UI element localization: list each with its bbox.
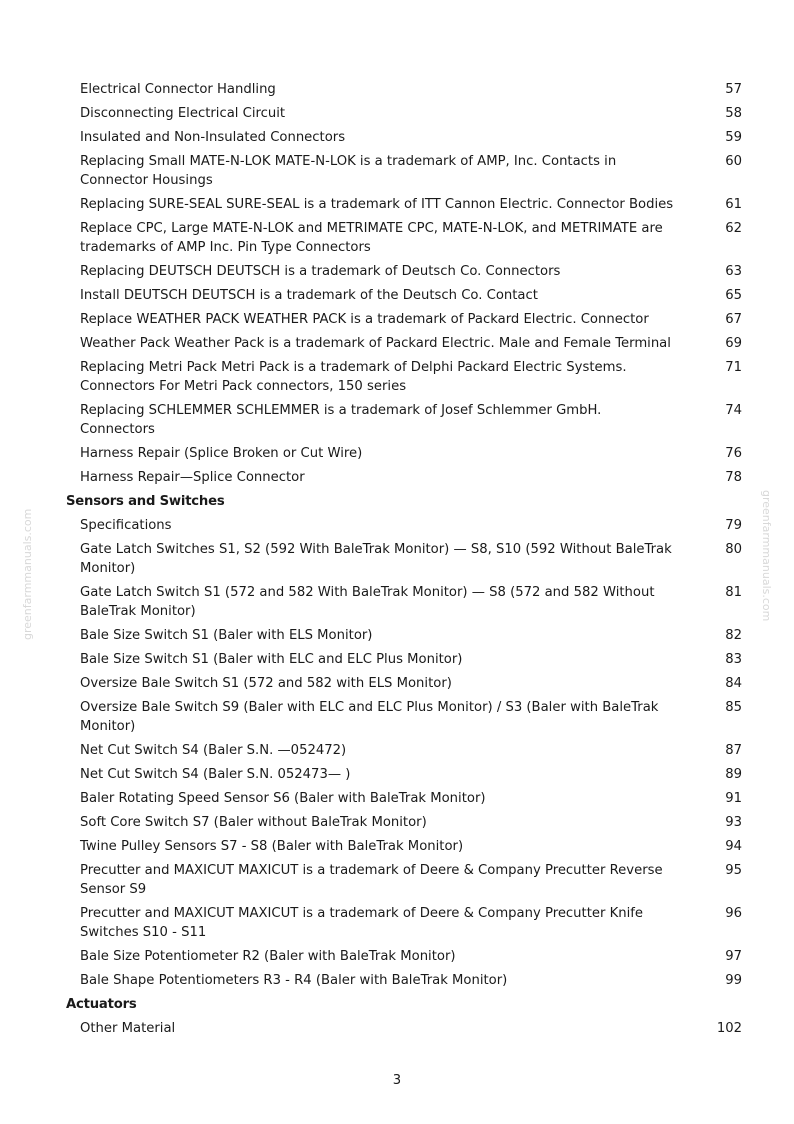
toc-entry[interactable] (80, 738, 742, 762)
toc-entry-page: 78 (725, 469, 742, 485)
toc-entry-page: 102 (716, 1020, 742, 1036)
toc-entry-title: Harness Repair (Splice Broken or Cut Wire) (80, 445, 363, 461)
toc-entry-page: 99 (725, 972, 742, 988)
toc-entry-title: Replacing Small MATE-N-LOK MATE-N-LOK is a trademark of AMP, Inc. Contacts in Connector Housings (80, 153, 617, 188)
toc-entry[interactable] (80, 695, 742, 738)
toc-entry-title: Install DEUTSCH DEUTSCH is a trademark of the Deutsch Co. Contact (80, 287, 538, 303)
toc-entry-title: Baler Rotating Speed Sensor S6 (Baler with BaleTrak Monitor) (80, 790, 486, 806)
toc-section-heading: Actuators (66, 996, 137, 1012)
toc-entry-title: Electrical Connector Handling (80, 81, 276, 97)
toc-entry[interactable] (80, 149, 742, 192)
toc-entry-page: 96 (725, 905, 742, 921)
toc-entry-title: Weather Pack Weather Pack is a trademark of Packard Electric. Male and Female Terminal (80, 335, 671, 351)
toc-entry-page: 76 (725, 445, 742, 461)
toc-entry-page: 87 (725, 742, 742, 758)
toc-entry-title: Precutter and MAXICUT MAXICUT is a trademark of Deere & Company Precutter Reverse Sensor S9 (80, 862, 663, 897)
toc-entry[interactable] (80, 259, 742, 283)
toc-entry[interactable] (80, 968, 742, 992)
toc-entry-title: Specifications (80, 517, 172, 533)
toc-entry-title: Precutter and MAXICUT MAXICUT is a trademark of Deere & Company Precutter Knife Switches S10 - S11 (80, 905, 644, 940)
toc-entry-page: 95 (725, 862, 742, 878)
toc-entry[interactable] (80, 834, 742, 858)
toc-entry-page: 67 (725, 311, 742, 327)
toc-entry-title: Replacing DEUTSCH DEUTSCH is a trademark of Deutsch Co. Connectors (80, 263, 561, 279)
toc-entry-title: Bale Shape Potentiometers R3 - R4 (Baler with BaleTrak Monitor) (80, 972, 508, 988)
toc-entry-title: Bale Size Potentiometer R2 (Baler with BaleTrak Monitor) (80, 948, 456, 964)
toc-entry[interactable] (80, 623, 742, 647)
toc-entry-title: Twine Pulley Sensors S7 - S8 (Baler with BaleTrak Monitor) (80, 838, 464, 854)
toc-entry[interactable] (80, 283, 742, 307)
toc-entry[interactable] (80, 537, 742, 580)
toc-entry-page: 85 (725, 699, 742, 715)
toc-entry-title: Gate Latch Switch S1 (572 and 582 With BaleTrak Monitor) — S8 (572 and 582 Without BaleTrak Monitor) (80, 584, 655, 619)
toc-entry-page: 69 (725, 335, 742, 351)
toc-entry-title: Bale Size Switch S1 (Baler with ELS Monitor) (80, 627, 373, 643)
toc-entry[interactable] (80, 216, 742, 259)
toc-entry-title: Soft Core Switch S7 (Baler without BaleTrak Monitor) (80, 814, 427, 830)
toc-entry[interactable] (80, 331, 742, 355)
toc-entry-title: Replacing SURE-SEAL SURE-SEAL is a trademark of ITT Cannon Electric. Connector Bodies (80, 196, 674, 212)
toc-entry-title: Oversize Bale Switch S1 (572 and 582 with ELS Monitor) (80, 675, 452, 691)
toc-entry-page: 63 (725, 263, 742, 279)
toc-entry-page: 82 (725, 627, 742, 643)
toc-entry-page: 80 (725, 541, 742, 557)
toc-entry-page: 57 (725, 81, 742, 97)
toc-entry[interactable] (80, 1016, 742, 1040)
toc-entry-page: 89 (725, 766, 742, 782)
toc-entry-page: 93 (725, 814, 742, 830)
toc-entry-title: Replacing SCHLEMMER SCHLEMMER is a trademark of Josef Schlemmer GmbH. Connectors (80, 402, 602, 437)
toc-entry[interactable] (80, 580, 742, 623)
toc-entry-page: 65 (725, 287, 742, 303)
toc-entry-page: 61 (725, 196, 742, 212)
toc-entry-page: 60 (725, 153, 742, 169)
toc-entry[interactable] (80, 671, 742, 695)
toc-entry[interactable] (80, 786, 742, 810)
toc-entry[interactable] (80, 901, 742, 944)
toc-entry[interactable] (80, 355, 742, 398)
toc-entry-title: Insulated and Non-Insulated Connectors (80, 129, 346, 145)
toc-entry[interactable] (80, 77, 742, 101)
toc-entry[interactable] (80, 944, 742, 968)
toc-entry-title: Net Cut Switch S4 (Baler S.N. 052473— ) (80, 766, 351, 782)
toc-entry-title: Gate Latch Switches S1, S2 (592 With BaleTrak Monitor) — S8, S10 (592 Without BaleTrak Monitor) (80, 541, 672, 576)
toc-entry[interactable] (80, 307, 742, 331)
toc-entry-page: 81 (725, 584, 742, 600)
toc-entry[interactable] (80, 810, 742, 834)
toc-entry[interactable] (80, 398, 742, 441)
watermark-left: greenfarmmanuals.com (21, 508, 34, 640)
toc-entry-page: 74 (725, 402, 742, 418)
toc-entry[interactable] (80, 647, 742, 671)
table-of-contents (0, 77, 794, 1040)
toc-entry[interactable] (80, 441, 742, 465)
toc-entry-title: Net Cut Switch S4 (Baler S.N. —052472) (80, 742, 347, 758)
toc-entry[interactable] (80, 762, 742, 786)
toc-entry-title: Harness Repair—Splice Connector (80, 469, 305, 485)
toc-entry[interactable] (80, 125, 742, 149)
toc-entry-page: 58 (725, 105, 742, 121)
toc-entry-page: 91 (725, 790, 742, 806)
toc-entry[interactable] (80, 513, 742, 537)
toc-section-heading: Sensors and Switches (66, 493, 225, 509)
toc-entry[interactable] (80, 101, 742, 125)
toc-entry-title: Replace WEATHER PACK WEATHER PACK is a trademark of Packard Electric. Connector (80, 311, 649, 327)
toc-entry[interactable] (80, 858, 742, 901)
toc-entry-page: 59 (725, 129, 742, 145)
toc-entry-title: Replacing Metri Pack Metri Pack is a trademark of Delphi Packard Electric Systems. Connectors For Metri Pack connectors, 150 series (80, 359, 627, 394)
toc-entry-title: Bale Size Switch S1 (Baler with ELC and ELC Plus Monitor) (80, 651, 463, 667)
toc-entry-page: 83 (725, 651, 742, 667)
toc-entry-title: Other Material (80, 1020, 176, 1036)
toc-entry-title: Oversize Bale Switch S9 (Baler with ELC and ELC Plus Monitor) / S3 (Baler with BaleTrak Monitor) (80, 699, 659, 734)
toc-entry-page: 71 (725, 359, 742, 375)
toc-entry[interactable] (80, 192, 742, 216)
toc-entry-page: 62 (725, 220, 742, 236)
toc-entry-page: 79 (725, 517, 742, 533)
page-number: 3 (392, 1073, 402, 1088)
toc-entry[interactable] (80, 465, 742, 489)
toc-entry-page: 84 (725, 675, 742, 691)
toc-entry-title: Disconnecting Electrical Circuit (80, 105, 286, 121)
toc-entry-page: 97 (725, 948, 742, 964)
watermark-right: greenfarmmanuals.com (760, 490, 773, 622)
toc-entry-title: Replace CPC, Large MATE-N-LOK and METRIMATE CPC, MATE-N-LOK, and METRIMATE are trademarks of AMP Inc. Pin Type Connectors (80, 220, 663, 255)
toc-entry-page: 94 (725, 838, 742, 854)
